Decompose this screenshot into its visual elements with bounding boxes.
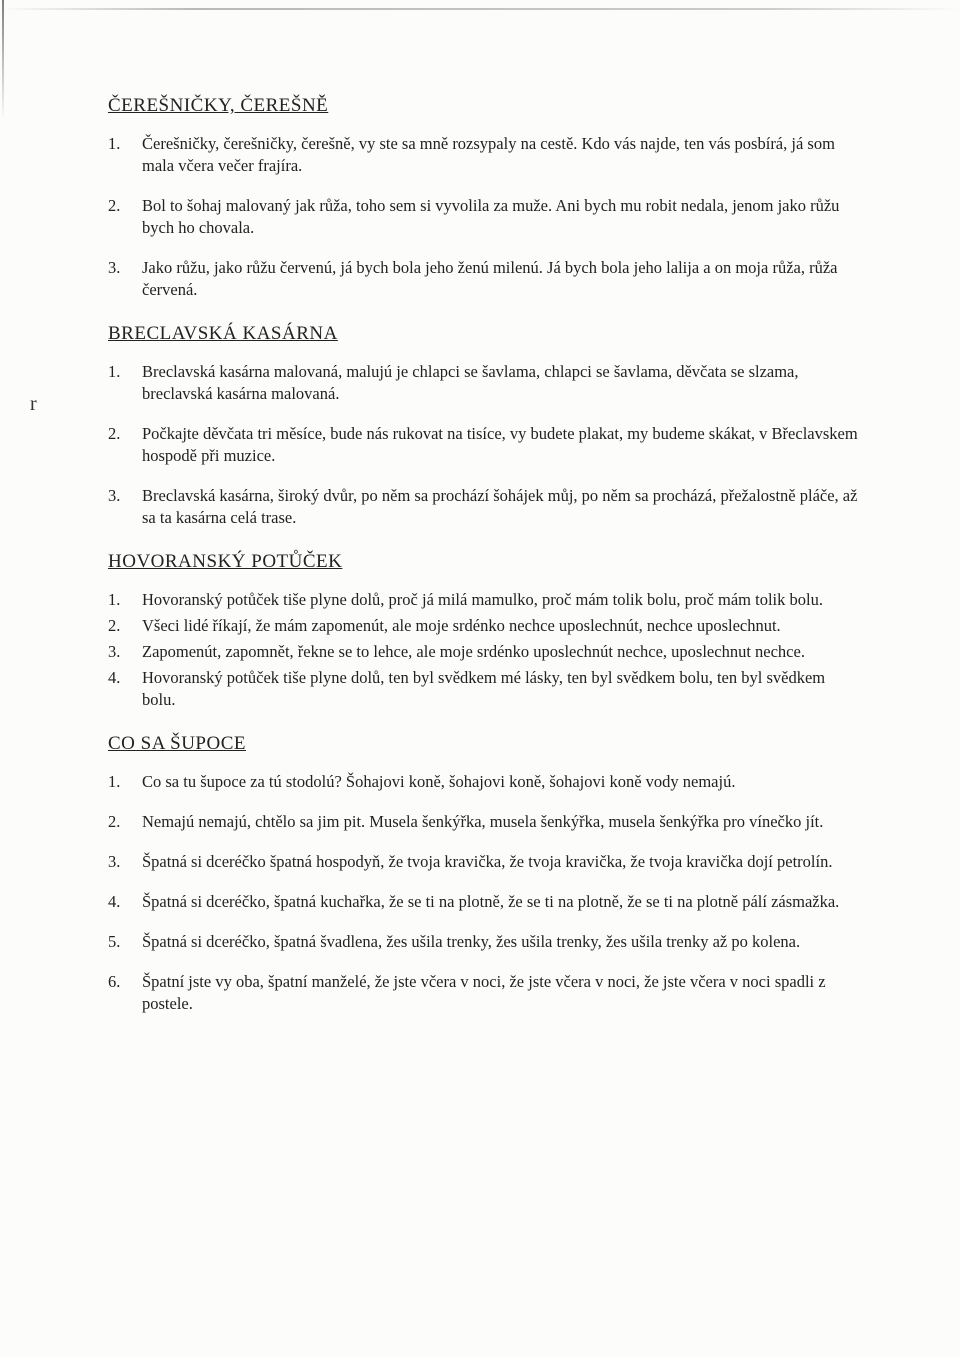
song-breclavska-kasarna — [108, 323, 858, 529]
verse-number: 6. — [108, 972, 121, 991]
verse-text: Čerešničky, čerešničky, čerešně, vy ste sa mně rozsypaly na cestě. Kdo vás najde, ten vás posbírá, já som mala včera večer frajíra. — [142, 134, 835, 175]
verse-list — [108, 771, 858, 1015]
verse-text: Zapomenút, zapomnět, řekne se to lehce, ale moje srdénko uposlechnút nechce, uposlechnut nechce. — [142, 642, 805, 661]
verse-item — [108, 811, 858, 833]
song-title: BRECLAVSKÁ KASÁRNA — [108, 323, 338, 344]
verse-item — [108, 931, 858, 953]
scan-top-edge — [0, 8, 960, 10]
song-ceresnicky — [108, 95, 858, 301]
verse-item — [108, 971, 858, 1015]
verse-number: 1. — [108, 362, 121, 381]
verse-number: 5. — [108, 932, 121, 951]
verse-number: 1. — [108, 590, 121, 609]
verse-item — [108, 423, 858, 467]
scan-left-edge — [2, 0, 4, 120]
verse-text: Hovoranský potůček tiše plyne dolů, ten byl svědkem mé lásky, ten byl svědkem bolu, ten byl svědkem bolu. — [142, 668, 826, 709]
verse-item — [108, 851, 858, 873]
verse-text: Všeci lidé říkají, že mám zapomenút, ale moje srdénko nechce uposlechnút, nechce uposlechnut. — [142, 616, 781, 635]
verse-list — [108, 361, 858, 529]
verse-item — [108, 257, 858, 301]
verse-item — [108, 195, 858, 239]
verse-item — [108, 133, 858, 177]
song-title: ČEREŠNIČKY, ČEREŠNĚ — [108, 95, 329, 116]
song-title: CO SA ŠUPOCE — [108, 733, 246, 754]
verse-number: 1. — [108, 772, 121, 791]
verse-text: Nemajú nemajú, chtělo sa jim pit. Musela šenkýřka, musela šenkýřka, musela šenkýřka pro vínečko jít. — [142, 812, 824, 831]
verse-text: Hovoranský potůček tiše plyne dolů, proč já milá mamulko, proč mám tolik bolu, proč mám tolik bolu. — [142, 590, 823, 609]
verse-number: 2. — [108, 616, 121, 635]
verse-number: 4. — [108, 892, 121, 911]
verse-number: 3. — [108, 486, 121, 505]
verse-number: 1. — [108, 134, 121, 153]
margin-mark: r — [30, 393, 37, 415]
verse-number: 2. — [108, 196, 121, 215]
verse-item — [108, 485, 858, 529]
verse-list — [108, 133, 858, 301]
song-title: HOVORANSKÝ POTŮČEK — [108, 551, 343, 572]
verse-text: Jako růžu, jako růžu červenú, já bych bola jeho ženú milenú. Já bych bola jeho lalija a on moja růža, růža červená. — [142, 258, 838, 299]
verse-number: 2. — [108, 812, 121, 831]
verse-number: 4. — [108, 668, 121, 687]
verse-text: Bol to šohaj malovaný jak růža, toho sem si vyvolila za muže. Ani bych mu robit nedala, jenom jako růžu bych ho chovala. — [142, 196, 840, 237]
verse-text: Špatná si dceréčko, špatná švadlena, žes ušila trenky, žes ušila trenky, žes ušila trenky až po kolena. — [142, 932, 801, 951]
verse-number: 2. — [108, 424, 121, 443]
verse-number: 3. — [108, 852, 121, 871]
verse-text: Breclavská kasárna, široký dvůr, po něm sa prochází šohájek můj, po něm sa procházá, přežalostně pláče, až sa ta kasárna celá trase. — [142, 486, 858, 527]
verse-text: Breclavská kasárna malovaná, malujú je chlapci se šavlama, chlapci se šavlama, děvčata se slzama, breclavská kasárna malovaná. — [142, 362, 799, 403]
verse-text: Špatní jste vy oba, špatní manželé, že jste včera v noci, že jste včera v noci, že jste včera v noci spadli z postele. — [142, 972, 826, 1013]
verse-item — [108, 589, 858, 611]
verse-item — [108, 641, 858, 663]
verse-number: 3. — [108, 258, 121, 277]
song-co-sa-supoce — [108, 733, 858, 1015]
song-hovoransky-potucek — [108, 551, 858, 711]
verse-item — [108, 667, 858, 711]
verse-list — [108, 589, 858, 711]
verse-text: Špatná si dceréčko špatná hospodyň, že tvoja kravička, že tvoja kravička, že tvoja kravička dojí petrolín. — [142, 852, 833, 871]
verse-number: 3. — [108, 642, 121, 661]
verse-item — [108, 615, 858, 637]
verse-text: Špatná si dceréčko, špatná kuchařka, že se ti na plotně, že se ti na plotně, že se ti na plotně pálí zásmažka. — [142, 892, 840, 911]
verse-text: Co sa tu šupoce za tú stodolú? Šohajovi koně, šohajovi koně, šohajovi koně vody nemajú. — [142, 772, 736, 791]
verse-item — [108, 771, 858, 793]
verse-item — [108, 361, 858, 405]
verse-text: Počkajte děvčata tri měsíce, bude nás rukovat na tisíce, vy budete plakat, my budeme skákat, v Břeclavskem hospodě při muzice. — [142, 424, 858, 465]
verse-item — [108, 891, 858, 913]
song-list — [108, 95, 858, 1037]
